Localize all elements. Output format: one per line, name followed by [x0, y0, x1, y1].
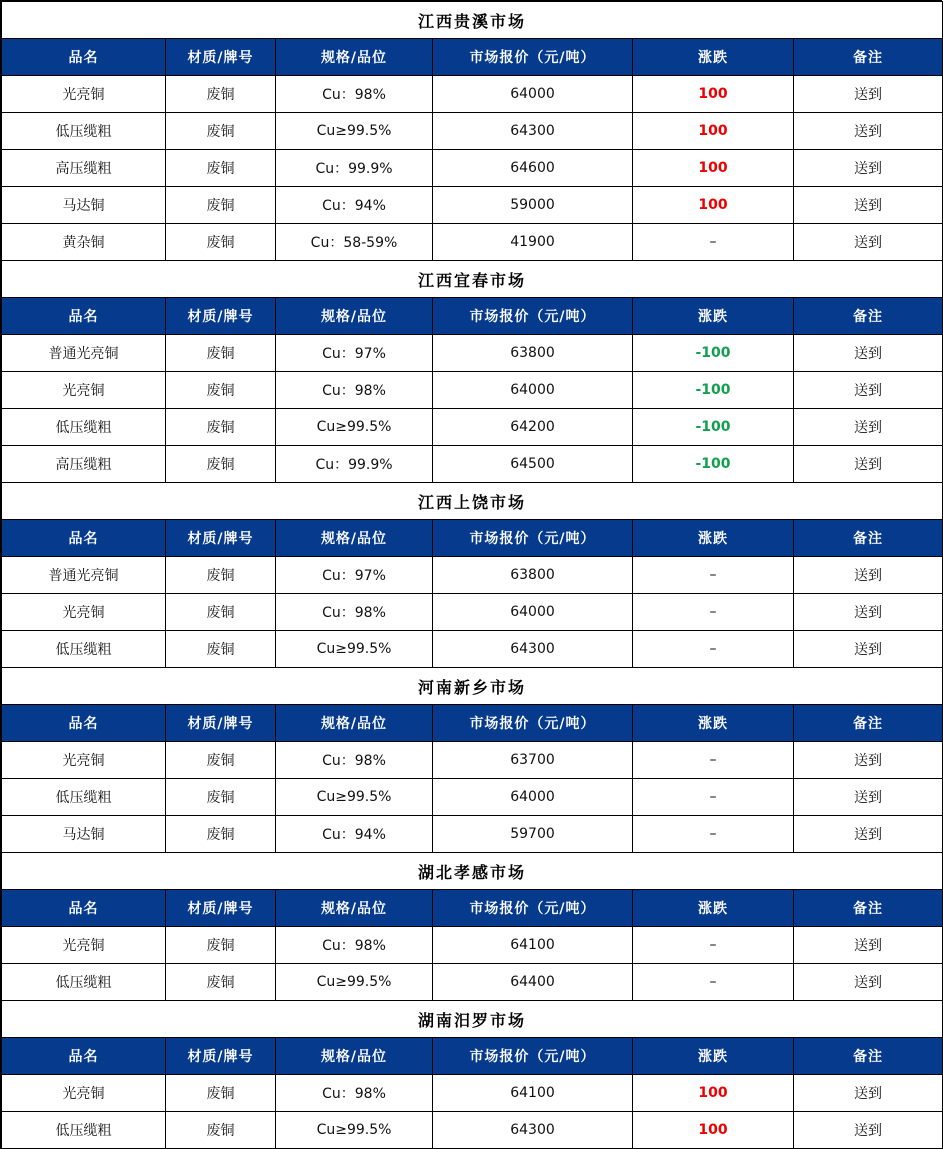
product-name-cell: 普通光亮铜 — [2, 557, 166, 594]
col-header-price: 市场报价（元/吨） — [433, 39, 633, 76]
note-cell: 送到 — [794, 816, 943, 853]
material-cell: 废铜 — [166, 1112, 276, 1149]
table-row — [2, 113, 943, 150]
col-header-material: 材质/牌号 — [166, 520, 276, 557]
material-cell: 废铜 — [166, 76, 276, 113]
material-cell: 废铜 — [166, 631, 276, 668]
product-name-cell: 黄杂铜 — [2, 224, 166, 261]
note-cell: 送到 — [794, 150, 943, 187]
note-cell: 送到 — [794, 742, 943, 779]
note-cell: 送到 — [794, 113, 943, 150]
change-cell: -100 — [633, 446, 794, 483]
change-cell: -100 — [633, 409, 794, 446]
note-cell: 送到 — [794, 372, 943, 409]
product-name-cell: 光亮铜 — [2, 594, 166, 631]
note-cell: 送到 — [794, 187, 943, 224]
price-cell: 64300 — [433, 1112, 633, 1149]
col-header-name: 品名 — [2, 1038, 166, 1075]
material-cell: 废铜 — [166, 150, 276, 187]
change-cell: -100 — [633, 372, 794, 409]
table-row — [2, 409, 943, 446]
material-cell: 废铜 — [166, 742, 276, 779]
note-cell: 送到 — [794, 446, 943, 483]
note-cell: 送到 — [794, 594, 943, 631]
product-name-cell: 低压缆粗 — [2, 1112, 166, 1149]
col-header-material: 材质/牌号 — [166, 298, 276, 335]
price-cell: 64000 — [433, 372, 633, 409]
spec-cell: Cu≥99.5% — [276, 113, 433, 150]
note-cell: 送到 — [794, 76, 943, 113]
spec-cell: Cu≥99.5% — [276, 964, 433, 1001]
col-header-material: 材质/牌号 — [166, 705, 276, 742]
spec-cell: Cu：98% — [276, 594, 433, 631]
price-cell: 59000 — [433, 187, 633, 224]
product-name-cell: 低压缆粗 — [2, 631, 166, 668]
price-cell: 59700 — [433, 816, 633, 853]
table-row — [2, 557, 943, 594]
col-header-name: 品名 — [2, 520, 166, 557]
spec-cell: Cu：99.9% — [276, 446, 433, 483]
price-cell: 64100 — [433, 927, 633, 964]
price-cell: 63700 — [433, 742, 633, 779]
col-header-note: 备注 — [794, 890, 943, 927]
col-header-note: 备注 — [794, 1038, 943, 1075]
spec-cell: Cu：98% — [276, 742, 433, 779]
spec-cell: Cu：98% — [276, 76, 433, 113]
product-name-cell: 光亮铜 — [2, 76, 166, 113]
column-header-row — [2, 890, 943, 927]
market-title-row — [2, 853, 943, 890]
price-cell: 64000 — [433, 779, 633, 816]
market-title: 江西贵溪市场 — [2, 2, 943, 39]
material-cell: 废铜 — [166, 372, 276, 409]
col-header-material: 材质/牌号 — [166, 890, 276, 927]
table-row — [2, 224, 943, 261]
product-name-cell: 光亮铜 — [2, 372, 166, 409]
material-cell: 废铜 — [166, 557, 276, 594]
note-cell: 送到 — [794, 927, 943, 964]
market-title-row — [2, 668, 943, 705]
table-row — [2, 372, 943, 409]
price-cell: 64200 — [433, 409, 633, 446]
column-header-row — [2, 1038, 943, 1075]
price-cell: 63800 — [433, 335, 633, 372]
table-row — [2, 187, 943, 224]
price-cell: 64300 — [433, 631, 633, 668]
market-title: 湖北孝感市场 — [2, 853, 943, 890]
price-cell: 64300 — [433, 113, 633, 150]
col-header-name: 品名 — [2, 298, 166, 335]
product-name-cell: 高压缆粗 — [2, 150, 166, 187]
product-name-cell: 普通光亮铜 — [2, 335, 166, 372]
col-header-material: 材质/牌号 — [166, 1038, 276, 1075]
change-cell: – — [633, 224, 794, 261]
material-cell: 废铜 — [166, 409, 276, 446]
table-row — [2, 335, 943, 372]
change-cell: – — [633, 816, 794, 853]
material-cell: 废铜 — [166, 1075, 276, 1112]
spec-cell: Cu：97% — [276, 335, 433, 372]
col-header-change: 涨跌 — [633, 1038, 794, 1075]
column-header-row — [2, 520, 943, 557]
material-cell: 废铜 — [166, 224, 276, 261]
table-row — [2, 150, 943, 187]
change-cell: 100 — [633, 76, 794, 113]
spec-cell: Cu≥99.5% — [276, 779, 433, 816]
spec-cell: Cu：94% — [276, 816, 433, 853]
col-header-name: 品名 — [2, 39, 166, 76]
change-cell: – — [633, 779, 794, 816]
spec-cell: Cu：97% — [276, 557, 433, 594]
change-cell: – — [633, 927, 794, 964]
change-cell: – — [633, 964, 794, 1001]
market-title-row — [2, 483, 943, 520]
product-name-cell: 马达铜 — [2, 816, 166, 853]
material-cell: 废铜 — [166, 187, 276, 224]
spec-cell: Cu≥99.5% — [276, 631, 433, 668]
spec-cell: Cu：98% — [276, 927, 433, 964]
col-header-change: 涨跌 — [633, 298, 794, 335]
change-cell: 100 — [633, 1112, 794, 1149]
material-cell: 废铜 — [166, 113, 276, 150]
market-title: 江西上饶市场 — [2, 483, 943, 520]
column-header-row — [2, 39, 943, 76]
col-header-price: 市场报价（元/吨） — [433, 1038, 633, 1075]
spec-cell: Cu：94% — [276, 187, 433, 224]
price-cell: 64500 — [433, 446, 633, 483]
col-header-price: 市场报价（元/吨） — [433, 890, 633, 927]
col-header-spec: 规格/品位 — [276, 298, 433, 335]
col-header-change: 涨跌 — [633, 890, 794, 927]
col-header-price: 市场报价（元/吨） — [433, 298, 633, 335]
table-row — [2, 594, 943, 631]
market-title-row — [2, 2, 943, 39]
material-cell: 废铜 — [166, 816, 276, 853]
col-header-spec: 规格/品位 — [276, 39, 433, 76]
market-title: 湖南汨罗市场 — [2, 1001, 943, 1038]
price-table — [1, 1, 943, 1149]
note-cell: 送到 — [794, 964, 943, 1001]
col-header-spec: 规格/品位 — [276, 520, 433, 557]
change-cell: – — [633, 594, 794, 631]
product-name-cell: 光亮铜 — [2, 742, 166, 779]
table-row — [2, 779, 943, 816]
price-cell: 63800 — [433, 557, 633, 594]
market-title-row — [2, 1001, 943, 1038]
change-cell: 100 — [633, 150, 794, 187]
market-title: 河南新乡市场 — [2, 668, 943, 705]
table-row — [2, 816, 943, 853]
table-row — [2, 1075, 943, 1112]
product-name-cell: 低压缆粗 — [2, 113, 166, 150]
price-cell: 41900 — [433, 224, 633, 261]
spec-cell: Cu：99.9% — [276, 150, 433, 187]
price-cell: 64400 — [433, 964, 633, 1001]
product-name-cell: 马达铜 — [2, 187, 166, 224]
product-name-cell: 光亮铜 — [2, 927, 166, 964]
product-name-cell: 光亮铜 — [2, 1075, 166, 1112]
spec-cell: Cu：98% — [276, 372, 433, 409]
note-cell: 送到 — [794, 335, 943, 372]
material-cell: 废铜 — [166, 446, 276, 483]
material-cell: 废铜 — [166, 927, 276, 964]
note-cell: 送到 — [794, 224, 943, 261]
price-cell: 64100 — [433, 1075, 633, 1112]
material-cell: 废铜 — [166, 779, 276, 816]
col-header-change: 涨跌 — [633, 39, 794, 76]
col-header-note: 备注 — [794, 520, 943, 557]
market-title-row — [2, 261, 943, 298]
col-header-change: 涨跌 — [633, 705, 794, 742]
material-cell: 废铜 — [166, 964, 276, 1001]
table-row — [2, 446, 943, 483]
change-cell: – — [633, 557, 794, 594]
spec-cell: Cu：98% — [276, 1075, 433, 1112]
price-table-body — [2, 2, 943, 1149]
note-cell: 送到 — [794, 1075, 943, 1112]
note-cell: 送到 — [794, 631, 943, 668]
price-cell: 64000 — [433, 76, 633, 113]
table-row — [2, 742, 943, 779]
col-header-spec: 规格/品位 — [276, 890, 433, 927]
col-header-spec: 规格/品位 — [276, 705, 433, 742]
col-header-note: 备注 — [794, 39, 943, 76]
column-header-row — [2, 298, 943, 335]
change-cell: -100 — [633, 335, 794, 372]
spec-cell: Cu≥99.5% — [276, 409, 433, 446]
table-row — [2, 964, 943, 1001]
product-name-cell: 低压缆粗 — [2, 964, 166, 1001]
column-header-row — [2, 705, 943, 742]
note-cell: 送到 — [794, 779, 943, 816]
table-row — [2, 1112, 943, 1149]
price-cell: 64600 — [433, 150, 633, 187]
product-name-cell: 高压缆粗 — [2, 446, 166, 483]
col-header-price: 市场报价（元/吨） — [433, 520, 633, 557]
spec-cell: Cu≥99.5% — [276, 1112, 433, 1149]
note-cell: 送到 — [794, 409, 943, 446]
col-header-note: 备注 — [794, 705, 943, 742]
col-header-name: 品名 — [2, 705, 166, 742]
note-cell: 送到 — [794, 1112, 943, 1149]
table-row — [2, 631, 943, 668]
col-header-name: 品名 — [2, 890, 166, 927]
change-cell: – — [633, 631, 794, 668]
col-header-spec: 规格/品位 — [276, 1038, 433, 1075]
material-cell: 废铜 — [166, 594, 276, 631]
col-header-material: 材质/牌号 — [166, 39, 276, 76]
spec-cell: Cu：58-59% — [276, 224, 433, 261]
market-title: 江西宜春市场 — [2, 261, 943, 298]
product-name-cell: 低压缆粗 — [2, 779, 166, 816]
product-name-cell: 低压缆粗 — [2, 409, 166, 446]
price-cell: 64000 — [433, 594, 633, 631]
change-cell: 100 — [633, 1075, 794, 1112]
change-cell: 100 — [633, 113, 794, 150]
col-header-price: 市场报价（元/吨） — [433, 705, 633, 742]
table-row — [2, 927, 943, 964]
table-row — [2, 76, 943, 113]
change-cell: – — [633, 742, 794, 779]
change-cell: 100 — [633, 187, 794, 224]
col-header-note: 备注 — [794, 298, 943, 335]
material-cell: 废铜 — [166, 335, 276, 372]
col-header-change: 涨跌 — [633, 520, 794, 557]
note-cell: 送到 — [794, 557, 943, 594]
